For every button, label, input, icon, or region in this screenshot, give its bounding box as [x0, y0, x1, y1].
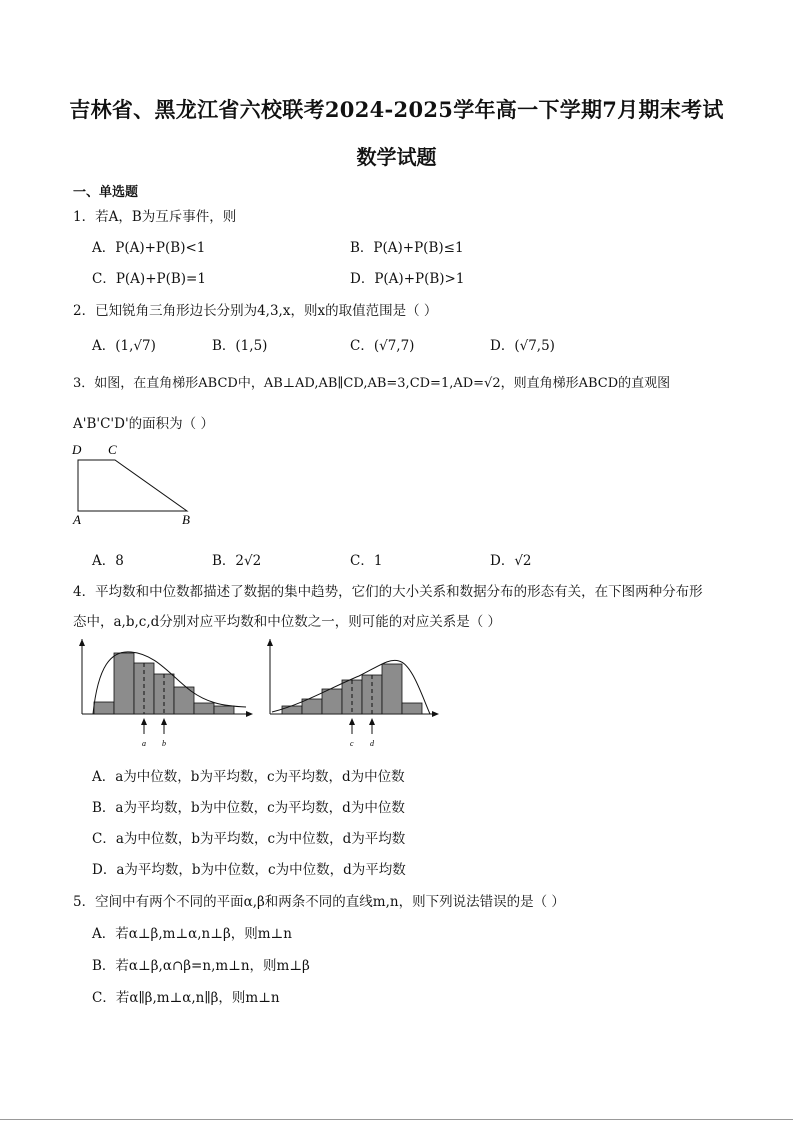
- histogram-left: [76, 636, 256, 754]
- exam-subtitle: 数学试题: [356, 145, 437, 169]
- arrowhead-a: [141, 718, 147, 725]
- label-a: a: [142, 739, 146, 748]
- q2-option-a: A．(1,√7): [92, 338, 156, 354]
- q4-option-a: A．a为中位数，b为平均数，c为平均数，d为中位数: [92, 769, 405, 785]
- q2-option-c: C．(√7,7): [350, 338, 415, 354]
- label-a: A: [73, 512, 81, 527]
- label-c: c: [350, 739, 354, 748]
- bar: [282, 706, 302, 714]
- bar: [154, 674, 174, 714]
- bar: [302, 699, 322, 714]
- bar: [114, 653, 134, 714]
- q1-stem: 1．若A，B为互斥事件，则: [73, 209, 237, 225]
- q3-stem-line1: 3．如图，在直角梯形ABCD中，AB⊥AD,AB∥CD,AB=3,CD=1,AD=√2，则直角梯形ABCD的直观图: [73, 376, 671, 391]
- label-b: B: [182, 512, 190, 527]
- bar: [402, 703, 422, 714]
- bar: [362, 675, 382, 714]
- q4-option-b: B．a为平均数，b为中位数，c为平均数，d为中位数: [92, 800, 405, 816]
- exam-title: 吉林省、黑龙江省六校联考2024-2025学年高一下学期7月期末考试: [69, 97, 724, 122]
- q5-option-b: B．若α⊥β,α∩β=n,m⊥n，则m⊥β: [92, 958, 310, 974]
- q3-option-c: C．1: [350, 553, 383, 569]
- axis-x-arrow-right: [432, 711, 439, 717]
- q3-option-d: D．√2: [490, 553, 532, 569]
- bar: [214, 706, 234, 714]
- q4-stem-line2: 态中，a,b,c,d分别对应平均数和中位数之一，则可能的对应关系是（ ）: [73, 614, 502, 630]
- axis-y-arrow-right: [267, 639, 273, 646]
- q4-option-c: C．a为中位数，b为平均数，c为中位数，d为平均数: [92, 831, 406, 847]
- arrowhead-c: [349, 718, 355, 725]
- q5-stem: 5．空间中有两个不同的平面α,β和两条不同的直线m,n，则下列说法错误的是（ ）: [73, 894, 565, 910]
- q1-option-b: B．P(A)+P(B)≤1: [350, 240, 464, 256]
- q1-option-d: D．P(A)+P(B)>1: [350, 271, 465, 287]
- bar: [94, 702, 114, 714]
- q2-option-d: D．(√7,5): [490, 338, 555, 354]
- q3-stem-line2: A'B'C'D'的面积为（ ）: [73, 416, 214, 432]
- q3-option-b: B．2√2: [212, 553, 262, 569]
- axis-x-arrow-left: [246, 711, 253, 717]
- q2-stem: 2．已知锐角三角形边长分别为4,3,x，则x的取值范围是（ ）: [73, 303, 438, 319]
- label-d: d: [370, 739, 374, 748]
- q4-option-d: D．a为平均数，b为中位数，c为中位数，d为平均数: [92, 862, 406, 878]
- q3-option-a: A．8: [92, 553, 124, 569]
- label-d: D: [72, 442, 82, 457]
- q4-stem-line1: 4．平均数和中位数都描述了数据的集中趋势，它们的大小关系和数据分布的形态有关，在下图两种分布形: [73, 584, 703, 600]
- bar: [382, 664, 402, 714]
- q1-option-c: C．P(A)+P(B)=1: [92, 271, 206, 287]
- arrowhead-b: [161, 718, 167, 725]
- arrowhead-d: [369, 718, 375, 725]
- page-bottom-rule: [0, 1119, 793, 1120]
- axis-y-arrow-left: [79, 639, 85, 646]
- q5-option-a: A．若α⊥β,m⊥α,n⊥β，则m⊥n: [92, 926, 292, 942]
- q5-option-c: C．若α∥β,m⊥α,n∥β，则m⊥n: [92, 990, 280, 1006]
- q2-option-b: B．(1,5): [212, 338, 268, 354]
- trapezoid-shape: [78, 460, 187, 511]
- label-b: b: [162, 739, 166, 748]
- bar: [194, 703, 214, 714]
- q1-option-a: A．P(A)+P(B)<1: [92, 240, 206, 256]
- section-heading: 一、单选题: [73, 185, 139, 200]
- histogram-right: [264, 636, 444, 754]
- label-c: C: [108, 442, 117, 457]
- bar: [322, 689, 342, 714]
- trapezoid-figure: [70, 440, 200, 530]
